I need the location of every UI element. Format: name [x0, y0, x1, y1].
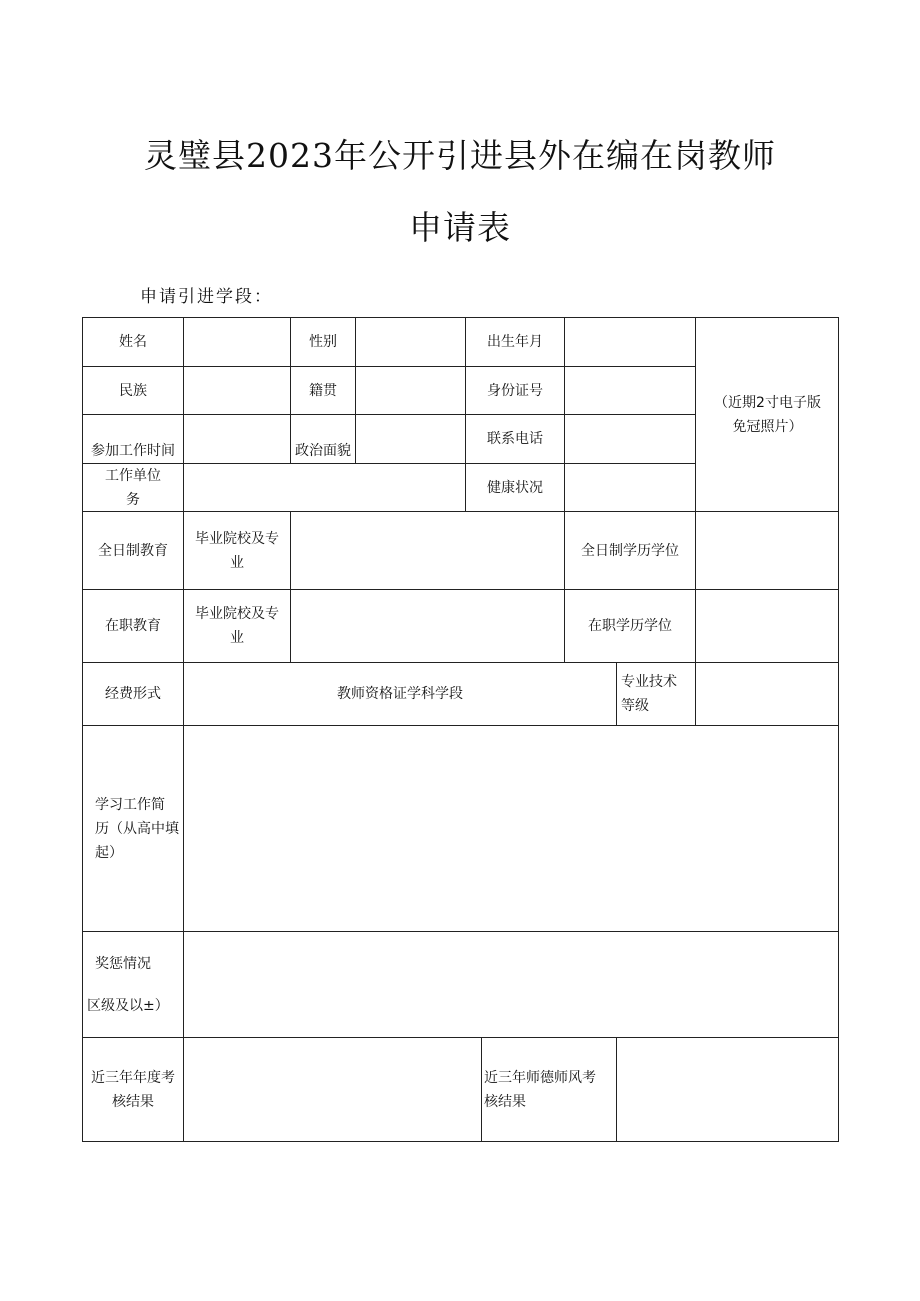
political-status-label: 政治面貌 [290, 414, 355, 463]
work-start-label: 参加工作时间 [82, 414, 183, 463]
photo-box[interactable] [695, 317, 839, 511]
health-label: 健康状况 [465, 463, 564, 511]
ethnicity-field[interactable] [183, 366, 290, 414]
ethics-review-label: 近三年师德师风考 核结果 [481, 1037, 616, 1142]
inservice-degree-field[interactable] [695, 589, 839, 662]
annual-review-field[interactable] [183, 1037, 481, 1142]
fulltime-degree-label: 全日制学历学位 [564, 511, 695, 589]
resume-label: 学习工作简 历（从高中填 起） [82, 725, 183, 931]
inservice-school-major-label: 毕业院校及专 业 [183, 589, 290, 662]
gender-field[interactable] [355, 317, 465, 366]
inservice-school-major-field[interactable] [290, 589, 564, 662]
apply-stage-label: 申请引进学段： [140, 287, 273, 307]
phone-field[interactable] [564, 414, 695, 463]
inservice-degree-label: 在职学历学位 [564, 589, 695, 662]
fulltime-school-major-field[interactable] [290, 511, 564, 589]
funding-form-label: 经费形式 [82, 662, 183, 725]
native-place-label: 籍贯 [290, 366, 355, 414]
native-place-field[interactable] [355, 366, 465, 414]
teacher-cert-label: 教师资格证学科学段 [183, 662, 616, 725]
health-field[interactable] [564, 463, 695, 511]
political-status-field[interactable] [355, 414, 465, 463]
fulltime-edu-label: 全日制教育 [82, 511, 183, 589]
prof-title-field[interactable] [695, 662, 839, 725]
name-field[interactable] [183, 317, 290, 366]
ethnicity-label: 民族 [82, 366, 183, 414]
photo-hint-line1: （近期2寸电子版 [714, 394, 821, 411]
resume-field[interactable] [183, 725, 839, 931]
form-title-line1: 灵璧县2023年公开引进县外在编在岗教师 [144, 136, 776, 175]
prof-title-label: 专业技术 等级 [616, 662, 695, 725]
work-start-field[interactable] [183, 414, 290, 463]
id-number-field[interactable] [564, 366, 695, 414]
birth-label: 出生年月 [465, 317, 564, 366]
id-number-label: 身份证号 [465, 366, 564, 414]
fulltime-degree-field[interactable] [695, 511, 839, 589]
work-unit-field[interactable] [183, 463, 465, 511]
phone-label: 联系电话 [465, 414, 564, 463]
name-label: 姓名 [82, 317, 183, 366]
birth-field[interactable] [564, 317, 695, 366]
form-title-line2: 申请表 [409, 208, 511, 247]
awards-field[interactable] [183, 931, 839, 1037]
annual-review-label: 近三年年度考 核结果 [82, 1037, 183, 1142]
gender-label: 性别 [290, 317, 355, 366]
awards-label: 奖惩情况 区级及以±） [82, 931, 183, 1037]
inservice-edu-label: 在职教育 [82, 589, 183, 662]
work-unit-label: 工作单位 务 [82, 463, 183, 511]
fulltime-school-major-label: 毕业院校及专 业 [183, 511, 290, 589]
photo-hint-line2: 免冠照片） [732, 418, 803, 435]
ethics-review-field[interactable] [616, 1037, 839, 1142]
